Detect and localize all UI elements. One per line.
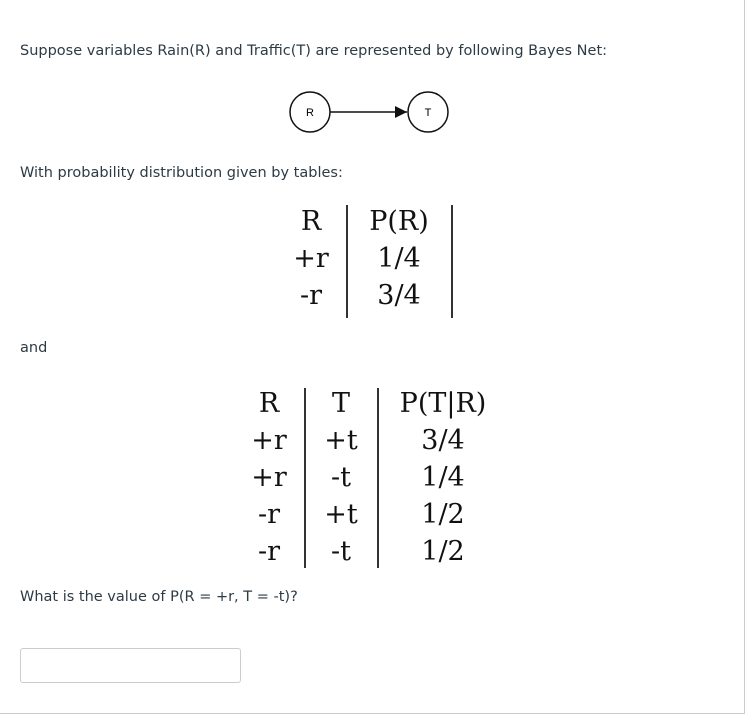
cell: +t	[324, 425, 358, 456]
table-divider	[377, 388, 379, 568]
cell: +t	[324, 499, 358, 530]
cell: -r	[299, 280, 323, 311]
cell: -r	[257, 536, 281, 567]
node-t-label: T	[424, 107, 432, 119]
table1-col-r	[281, 203, 341, 314]
table2-col-t	[310, 385, 372, 570]
bayes-net-diagram	[280, 85, 460, 140]
node-r	[290, 92, 330, 132]
cell: 1/2	[421, 499, 465, 530]
node-t	[408, 92, 448, 132]
header-r: R	[258, 388, 280, 419]
cell: -r	[257, 499, 281, 530]
table1-col-pr	[353, 203, 445, 314]
cell: -t	[331, 536, 351, 567]
table-divider	[346, 205, 348, 318]
table2-col-r	[240, 385, 298, 570]
header-t: T	[331, 388, 350, 419]
header-pr: P(R)	[369, 206, 429, 237]
table-divider	[304, 388, 306, 568]
cell: 3/4	[377, 280, 421, 311]
tables-intro-text: With probability distribution given by tables:	[20, 165, 343, 181]
cell: 1/4	[377, 243, 421, 274]
cell: +r	[251, 425, 287, 456]
cell: 3/4	[421, 425, 465, 456]
cell: 1/2	[421, 536, 465, 567]
answer-input[interactable]	[20, 648, 241, 683]
question-text: What is the value of P(R = +r, T = -t)?	[20, 589, 298, 605]
header-r: R	[300, 206, 322, 237]
table-divider	[451, 205, 453, 318]
cell: +r	[293, 243, 329, 274]
and-text: and	[20, 340, 48, 356]
cell: 1/4	[421, 462, 465, 493]
cell: -t	[331, 462, 351, 493]
cell: +r	[251, 462, 287, 493]
node-r-label: R	[306, 107, 314, 119]
table2-col-ptr	[385, 385, 501, 570]
intro-text: Suppose variables Rain(R) and Traffic(T) are represented by following Bayes Net:	[20, 43, 608, 59]
header-ptr: P(T|R)	[399, 388, 487, 419]
